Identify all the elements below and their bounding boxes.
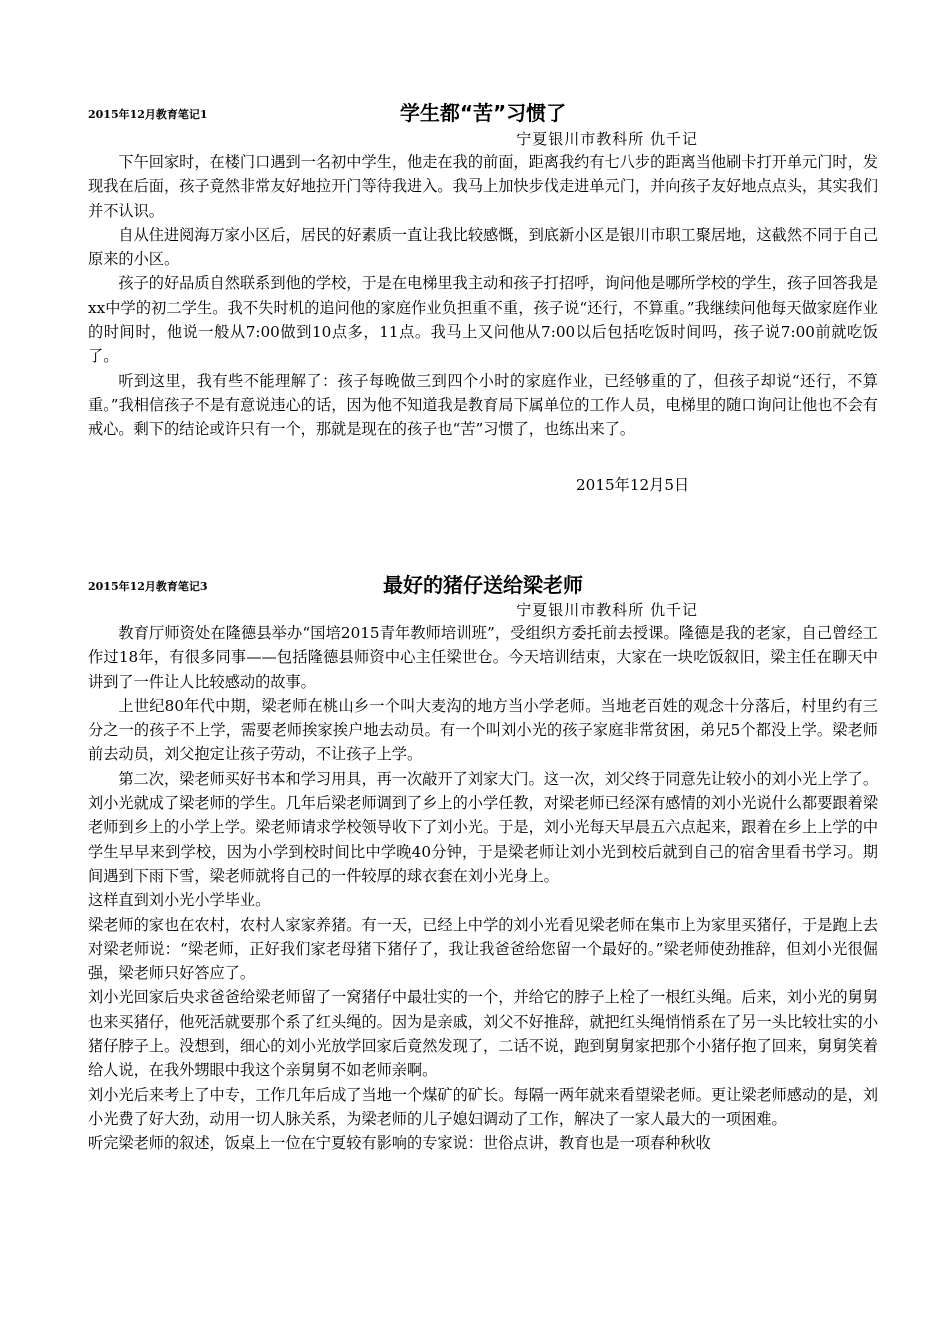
note3-paragraph: 刘小光回家后央求爸爸给梁老师留了一窝猪仔中最壮实的一个，并给它的脖子上栓了一根红头绳。后来，刘小光的舅舅也来买猪仔，他死活就要那个系了红头绳的。因为是亲戚，刘父不好推辞，就把红头绳悄悄系在了另一头比较壮实的小猪仔脖子上。没想到，细心的刘小光放学回家后竟然发现了，二话不说，跑到舅舅家把那个小猪仔抱了回来，舅舅笑着给人说，在我外甥眼中我这个亲舅舅不如老师亲啊。: [88, 988, 878, 1080]
note3-author: 宁夏银川市教科所 仇千记: [516, 601, 698, 619]
note3-paragraph: 上世纪80年代中期，梁老师在桃山乡一个叫大麦沟的地方当小学老师。当地老百姓的观念十分落后，村里约有三分之一的孩子不上学，需要老师挨家挨户地去动员。有一个叫刘小光的孩子家庭非常贫困，弟兄5个都没上学。梁老师前去动员，刘父抱定让孩子劳动，不让孩子上学。: [88, 696, 878, 764]
note1-paragraph: 下午回家时，在楼门口遇到一名初中学生，他走在我的前面，距离我约有七八步的距离当他刷卡打开单元门时，发现我在后面，孩子竟然非常友好地拉开门等待我进入。我马上加快步伐走进单元门，并向孩子友好地点点头，其实我们并不认识。: [88, 153, 878, 220]
note3-body: [88, 621, 878, 1156]
note3-label: 2015年12月教育笔记3: [88, 580, 208, 593]
note1-author: 宁夏银川市教科所 仇千记: [516, 130, 698, 148]
note3-paragraph: 教育厅师资处在隆德县举办“国培2015青年教师培训班”，受组织方委托前去授课。隆德是我的老家，自己曾经工作过18年，有很多同事——包括隆德县师资中心主任梁世仓。今天培训结束，大家在一块吃饭叙旧，梁主任在聊天中讲到了一件让人比较感动的故事。: [88, 624, 878, 691]
note3-paragraph: 这样直到刘小光小学毕业。: [88, 891, 271, 910]
note3-paragraph: 梁老师的家也在农村，农村人家家养猪。有一天，已经上中学的刘小光看见梁老师在集市上为家里买猪仔，于是跑上去对梁老师说：“梁老师，正好我们家老母猪下猪仔了，我让我爸爸给您留一个最好的。”梁老师使劲推辞，但刘小光很倔强，梁老师只好答应了。: [88, 915, 878, 983]
note3-paragraph: 听完梁老师的叙述，饭桌上一位在宁夏较有影响的专家说：世俗点讲，教育也是一项春种秋收: [88, 1134, 711, 1153]
note1-label: 2015年12月教育笔记1: [88, 108, 208, 121]
note1-body: [88, 150, 878, 442]
note1-date: 2015年12月5日: [576, 476, 690, 494]
note3-header: [88, 564, 878, 600]
note1-header: [88, 92, 878, 128]
note1-paragraph: 自从住进阅海万家小区后，居民的好素质一直让我比较感慨，到底新小区是银川市职工聚居地，这截然不同于自己原来的小区。: [88, 225, 878, 269]
note3-title: 最好的猪仔送给梁老师: [383, 573, 583, 597]
note3-paragraph: 第二次，梁老师买好书本和学习用具，再一次敲开了刘家大门。这一次，刘父终于同意先让较小的刘小光上学了。刘小光就成了梁老师的学生。几年后梁老师调到了乡上的小学任教，对梁老师已经深有感情的刘小光说什么都要跟着梁老师到乡上的小学上学。梁老师请求学校领导收下了刘小光。于是，刘小光每天早晨五六点起来，跟着在乡上上学的中学生早早来到学校，因为小学到校时间比中学晚40分钟，于是梁老师让刘小光到校后就到自己的宿舍里看书学习。期间遇到下雨下雪，梁老师就将自己的一件较厚的球衣套在刘小光身上。: [88, 769, 878, 885]
note1-paragraph: 听到这里，我有些不能理解了：孩子每晚做三到四个小时的家庭作业，已经够重的了，但孩子却说“还行，不算重。”我相信孩子不是有意说违心的话，因为他不知道我是教育局下属单位的工作人员，电梯里的随口询问让他也不会有戒心。剩下的结论或许只有一个，那就是现在的孩子也“苦”习惯了，也练出来了。: [88, 371, 878, 439]
note1-paragraph: 孩子的好品质自然联系到他的学校，于是在电梯里我主动和孩子打招呼，询问他是哪所学校的学生，孩子回答我是xx中学的初二学生。我不失时机的追问他的家庭作业负担重不重，孩子说“还行，不算重。”我继续问他每天做家庭作业的时间时，他说一般从7:00做到10点多，11点。我马上又问他从7:00以后包括吃饭时间吗，孩子说7:00前就吃饭了。: [88, 274, 878, 366]
note1-title: 学生都“苦”习惯了: [399, 101, 567, 125]
note3-paragraph: 刘小光后来考上了中专，工作几年后成了当地一个煤矿的矿长。每隔一两年就来看望梁老师。更让梁老师感动的是，刘小光费了好大劲，动用一切人脉关系，为梁老师的儿子媳妇调动了工作，解决了一家人最大的一项困难。: [88, 1085, 878, 1128]
